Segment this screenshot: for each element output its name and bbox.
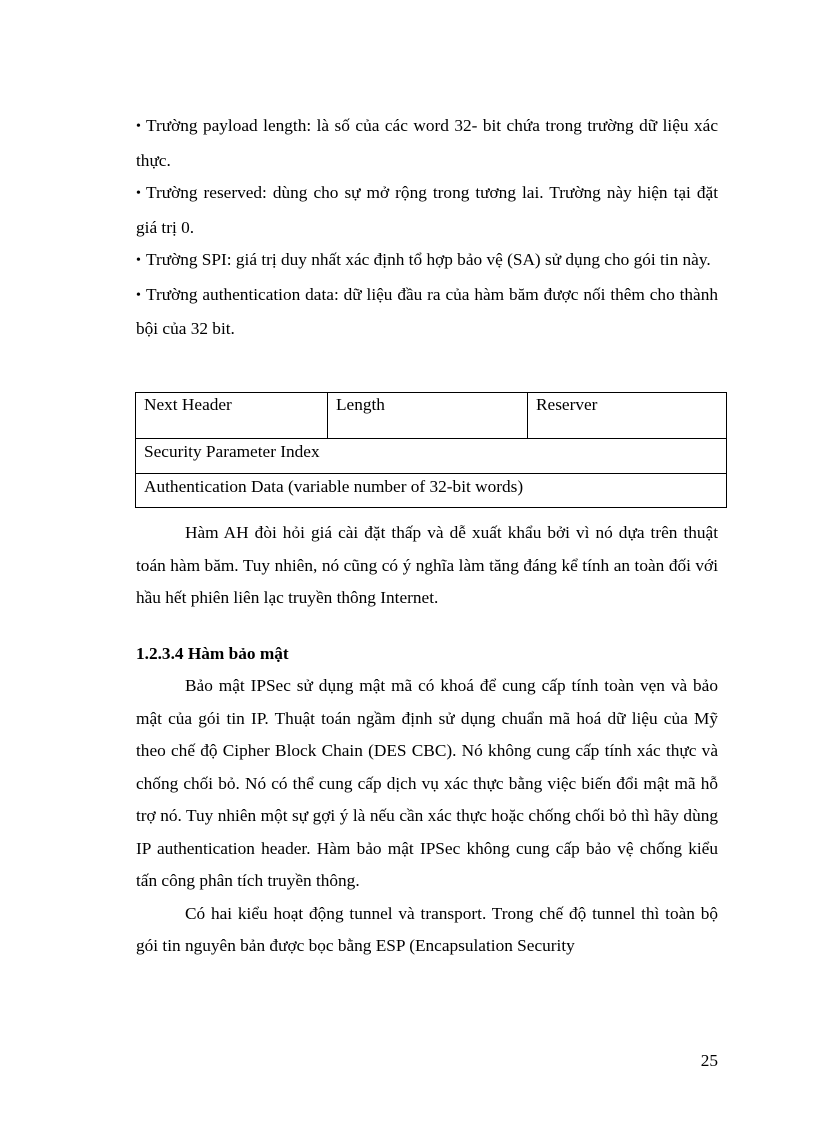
bullet-text: Trường reserved: dùng cho sự mở rộng trong tương lai. Trường này hiện tại đặt giá trị 0. bbox=[136, 183, 718, 237]
bullet-icon: • bbox=[136, 253, 141, 268]
table-row bbox=[136, 439, 727, 474]
section-heading: 1.2.3.4 Hàm bảo mật bbox=[136, 644, 289, 663]
bullet-icon: • bbox=[136, 287, 141, 303]
cell-next-header: Next Header bbox=[136, 393, 328, 439]
page-number: 25 bbox=[700, 1051, 718, 1070]
ah-paragraph-block bbox=[136, 517, 718, 615]
field-description-list bbox=[136, 110, 718, 346]
ah-header-table bbox=[135, 392, 727, 508]
bullet-icon: • bbox=[136, 119, 141, 134]
cell-authentication-data: Authentication Data (variable number of 32-bit words) bbox=[136, 474, 727, 508]
bullet-authentication-data bbox=[136, 279, 718, 346]
paragraph-security: Bảo mật IPSec sử dụng mật mã có khoá để cung cấp tính toàn vẹn và bảo mật của gói tin IP. Thuật toán ngầm định sử dụng chuẩn mã hoá dữ liệu của Mỹ theo chế độ Cipher Block Chain (DES CBC). Nó không cung cấp tính xác thực và chống chối bỏ. Nó có thể cung cấp dịch vụ xác thực bằng việc biến đổi mật mã hỗ trợ nó. Tuy nhiên một sự gợi ý là nếu cần xác thực hoặc chống chối bỏ thì hãy dùng IP authentication header. Hàm bảo mật IPSec không cung cấp bảo vệ chống kiểu tấn công phân tích truyền thông. bbox=[136, 676, 718, 890]
security-paragraph-block bbox=[136, 670, 718, 963]
cell-spi: Security Parameter Index bbox=[136, 439, 727, 474]
bullet-spi bbox=[136, 244, 718, 279]
table-row bbox=[136, 393, 727, 439]
bullet-payload-length bbox=[136, 110, 718, 177]
cell-length: Length bbox=[328, 393, 528, 439]
bullet-text: Trường SPI: giá trị duy nhất xác định tổ hợp bảo vệ (SA) sử dụng cho gói tin này. bbox=[146, 250, 711, 269]
bullet-text: Trường payload length: là số của các word 32- bit chứa trong trường dữ liệu xác thực. bbox=[136, 116, 718, 170]
cell-reserver: Reserver bbox=[528, 393, 727, 439]
paragraph-modes: Có hai kiểu hoạt động tunnel và transport. Trong chế độ tunnel thì toàn bộ gói tin nguyên bản được bọc bằng ESP (Encapsulation Security bbox=[136, 903, 718, 955]
table-row bbox=[136, 474, 727, 508]
bullet-icon: • bbox=[136, 186, 141, 201]
bullet-text: Trường authentication data: dữ liệu đầu ra của hàm băm được nối thêm cho thành bội của 32 bit. bbox=[136, 284, 718, 338]
paragraph-ah: Hàm AH đòi hỏi giá cài đặt thấp và dễ xuất khẩu bởi vì nó dựa trên thuật toán hàm băm. Tuy nhiên, nó cũng có ý nghĩa làm tăng đáng kể tính an toàn đối với hầu hết phiên liên lạc truyền thông Internet. bbox=[136, 523, 718, 607]
bullet-reserved bbox=[136, 177, 718, 244]
